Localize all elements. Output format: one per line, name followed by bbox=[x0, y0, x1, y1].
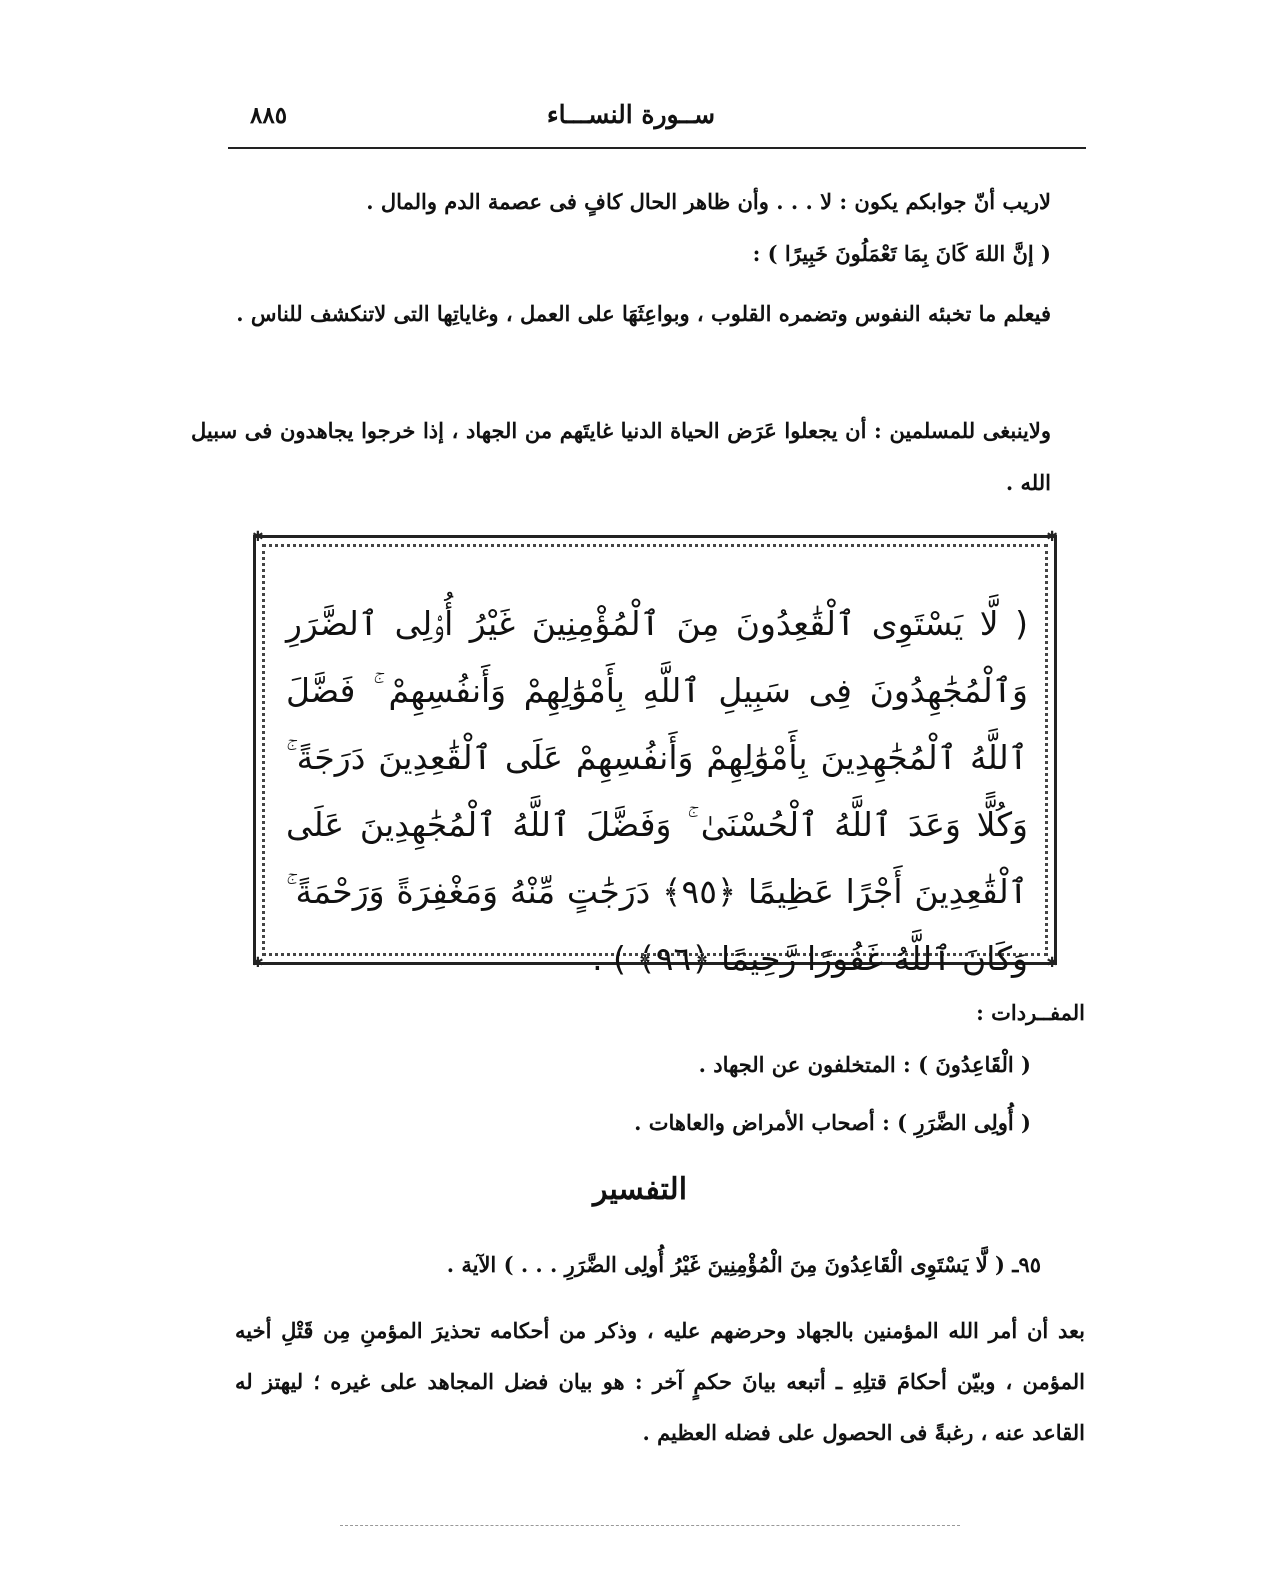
vocabulary-title: المفــردات : bbox=[976, 1000, 1085, 1025]
intro-paragraph-2: ولاينبغى للمسلمين : أن يجعلوا عَرَض الحياة الدنيا غايتَهم من الجهاد ، إذا خرجوا يجاهدون فى سبيل الله . bbox=[191, 418, 1051, 495]
quran-verse-frame bbox=[252, 529, 1058, 978]
frame-corner-ornament: ✱ bbox=[1046, 955, 1058, 971]
page-number: ٨٨٥ bbox=[250, 102, 288, 129]
header-divider bbox=[228, 147, 1086, 149]
surah-title: ســورة النســـاء bbox=[546, 100, 716, 129]
frame-corner-ornament: ✱ bbox=[252, 955, 264, 971]
quran-verse-text: ( لَّا يَسْتَوِى ٱلْقَٰعِدُونَ مِنَ ٱلْمُؤْمِنِينَ غَيْرُ أُو۟لِى ٱلضَّرَرِ وَٱلْمُجَٰهِدُونَ فِى سَبِيلِ ٱللَّهِ بِأَمْوَٰلِهِمْ وَأَنفُسِهِمْ ۚ فَضَّلَ ٱللَّهُ ٱلْمُجَٰهِدِينَ بِأَمْوَٰلِهِمْ وَأَنفُسِهِمْ عَلَى ٱلْقَٰعِدِينَ دَرَجَةً ۚ وَكُلًّا وَعَدَ ٱللَّهُ ٱلْحُسْنَىٰ ۚ وَفَضَّلَ ٱللَّهُ ٱلْمُجَٰهِدِينَ عَلَى ٱلْقَٰعِدِينَ أَجْرًا عَظِيمًا ﴿٩٥﴾ دَرَجَٰتٍ مِّنْهُ وَمَغْفِرَةً وَرَحْمَةً ۚ وَكَانَ ٱللَّهُ غَفُورًا رَّحِيمًا ﴿٩٦﴾ ) . bbox=[286, 604, 1028, 978]
vocabulary-item: ( أُولِى الضَّرَرِ ) : أصحاب الأمراض والعاهات . bbox=[634, 1110, 1031, 1135]
tafsir-verse-reference: ٩٥ـ ( لَّا يَسْتَوِى الْقَاعِدُونَ مِنَ الْمُؤْمِنِينَ غَيْرُ أُولِى الضَّرَرِ . . . ) الآية . bbox=[446, 1252, 1041, 1277]
intro-line-1: لاريب أنّ جوابكم يكون : لا . . . وأن ظاهر الحال كافٍ فى عصمة الدم والمال . bbox=[366, 189, 1051, 214]
tafsir-heading: التفسير bbox=[592, 1172, 688, 1207]
intro-verse-fragment: ( إنَّ اللهَ كَانَ بِمَا تَعْمَلُونَ خَبِيرًا ) : bbox=[752, 241, 1051, 266]
tafsir-body: بعد أن أمر الله المؤمنين بالجهاد وحرضهم عليه ، وذكر من أحكامه تحذيرَ المؤمنِ مِن قَتْلِ أخيه المؤمن ، وبيّن أحكامَ قتلِهِ ـ أتبعه بيانَ حكمٍ آخر : هو بيان فضل المجاهد على غيره ؛ ليهتز له القاعد عنه ، رغبةً فى الحصول على فضله العظيم . bbox=[235, 1318, 1085, 1445]
frame-corner-ornament: ✱ bbox=[252, 529, 264, 545]
frame-corner-ornament: ✱ bbox=[1046, 529, 1058, 545]
intro-paragraph-1: فيعلم ما تخبئه النفوس وتضمره القلوب ، وبواعِثَهَا على العمل ، وغاياتِها التى لاتنكشف للناس . bbox=[236, 301, 1051, 326]
vocabulary-item: ( الْقَاعِدُونَ ) : المتخلفون عن الجهاد . bbox=[698, 1052, 1031, 1077]
footer-divider bbox=[340, 1525, 960, 1526]
